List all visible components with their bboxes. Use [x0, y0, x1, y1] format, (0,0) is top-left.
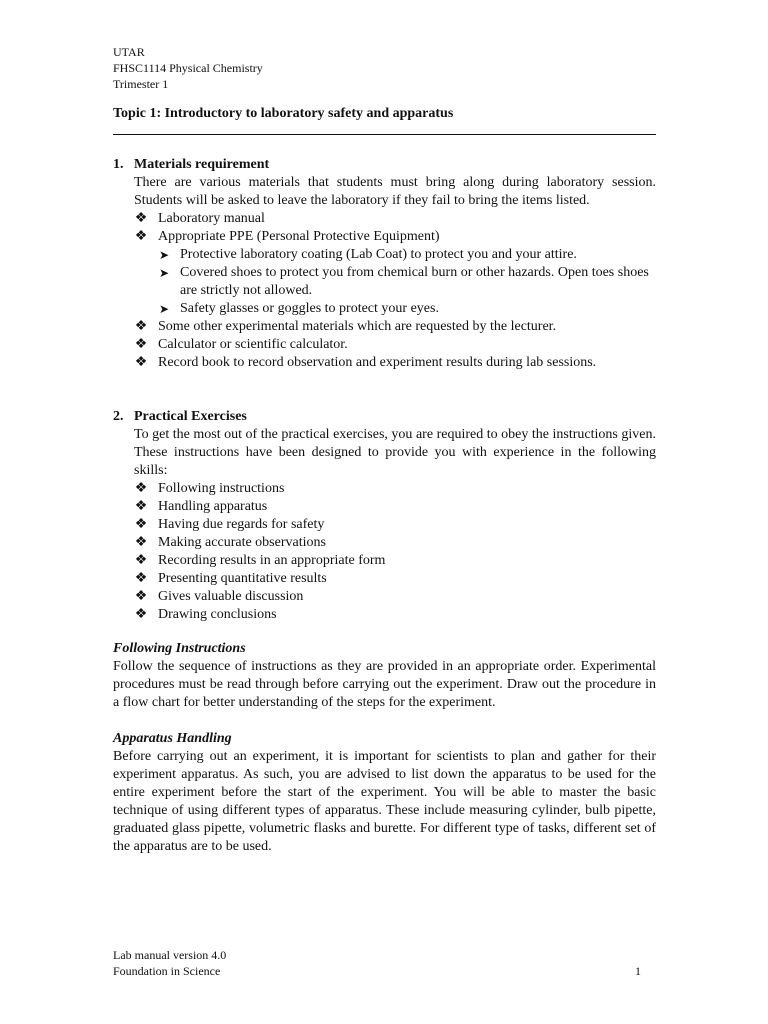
page-number: 1	[635, 964, 641, 978]
diamond-bullet-icon: ❖	[134, 553, 148, 568]
header-institution: UTAR	[113, 45, 145, 59]
list-item: ➤ Protective laboratory coating (Lab Coat) to protect you and your attire.	[158, 247, 577, 262]
document-page	[113, 44, 656, 856]
topic-title: Topic 1: Introductory to laboratory safety and apparatus	[113, 106, 454, 121]
diamond-bullet-icon: ❖	[134, 517, 148, 532]
arrow-bullet-icon: ➤	[158, 248, 170, 262]
section-intro: There are various materials that students must bring along during laboratory session. Students will be asked to leave the laboratory if they fail to bring the items listed.	[134, 175, 656, 208]
subsection-heading: Apparatus Handling	[113, 731, 232, 746]
subsection-body: Follow the sequence of instructions as they are provided in an appropriate order. Experimental procedures must be read through before carrying out the experiment. Draw out the procedure in a flow chart for better understanding of the steps for the experiment.	[113, 659, 656, 710]
following-instructions-section	[113, 640, 656, 712]
apparatus-handling-section	[113, 730, 656, 856]
footer-program: Foundation in Science	[113, 964, 221, 978]
list-item: ❖ Drawing conclusions	[134, 607, 277, 622]
header-course: FHSC1114 Physical Chemistry	[113, 61, 263, 75]
diamond-bullet-icon: ❖	[134, 607, 148, 622]
skills-list	[113, 480, 656, 624]
section-intro: To get the most out of the practical exercises, you are required to obey the instructions given. These instructions have been designed to provide you with experience in the following skills:	[134, 427, 656, 478]
section-heading	[113, 408, 656, 426]
header-trimester: Trimester 1	[113, 77, 169, 91]
list-item: ❖ Gives valuable discussion	[134, 589, 304, 604]
list-item: ❖ Laboratory manual	[134, 211, 265, 226]
diamond-bullet-icon: ❖	[134, 337, 148, 352]
diamond-bullet-icon: ❖	[134, 355, 148, 370]
list-item: ❖ Making accurate observations	[134, 535, 326, 550]
subsection-heading: Following Instructions	[113, 641, 246, 656]
footer-version: Lab manual version 4.0	[113, 948, 227, 962]
section-number: 2.	[113, 409, 124, 424]
header-block	[113, 44, 656, 92]
section-materials	[113, 156, 656, 372]
section-number: 1.	[113, 157, 124, 172]
list-item: ❖ Presenting quantitative results	[134, 571, 327, 586]
diamond-bullet-icon: ❖	[134, 319, 148, 334]
section-title: Materials requirement	[134, 157, 270, 172]
list-item: ➤ Covered shoes to protect you from chemical burn or other hazards. Open toes shoes are strictly not allowed.	[158, 265, 649, 298]
page-footer	[113, 947, 641, 979]
list-item: ❖ Appropriate PPE (Personal Protective Equipment)	[134, 229, 440, 244]
arrow-bullet-icon: ➤	[158, 302, 170, 316]
list-item: ❖ Record book to record observation and experiment results during lab sessions.	[134, 355, 597, 370]
diamond-bullet-icon: ❖	[134, 535, 148, 550]
section-title: Practical Exercises	[134, 409, 247, 424]
diamond-bullet-icon: ❖	[134, 211, 148, 226]
list-item: ❖ Following instructions	[134, 481, 285, 496]
subsection-body: Before carrying out an experiment, it is important for scientists to plan and gather for their experiment apparatus. As such, you are advised to list down the apparatus to be used for the entire experiment before the start of the experiment. You will be able to master the basic technique of using different types of apparatus. These include measuring cylinder, bulb pipette, graduated glass pipette, volumetric flasks and burette. For different type of tasks, different set of the apparatus are to be used.	[113, 749, 656, 854]
materials-list	[113, 210, 656, 246]
diamond-bullet-icon: ❖	[134, 229, 148, 244]
materials-list-continued	[113, 318, 656, 372]
diamond-bullet-icon: ❖	[134, 481, 148, 496]
section-practical	[113, 408, 656, 624]
section-heading	[113, 156, 656, 174]
list-item: ❖ Recording results in an appropriate form	[134, 553, 386, 568]
list-item: ❖ Some other experimental materials which are requested by the lecturer.	[134, 319, 557, 334]
ppe-list	[113, 246, 656, 318]
diamond-bullet-icon: ❖	[134, 589, 148, 604]
diamond-bullet-icon: ❖	[134, 571, 148, 586]
diamond-bullet-icon: ❖	[134, 499, 148, 514]
title-divider	[113, 134, 656, 135]
arrow-bullet-icon: ➤	[158, 266, 170, 280]
list-item: ❖ Handling apparatus	[134, 499, 268, 514]
list-item: ➤ Safety glasses or goggles to protect your eyes.	[158, 301, 439, 316]
list-item: ❖ Calculator or scientific calculator.	[134, 337, 348, 352]
list-item: ❖ Having due regards for safety	[134, 517, 325, 532]
